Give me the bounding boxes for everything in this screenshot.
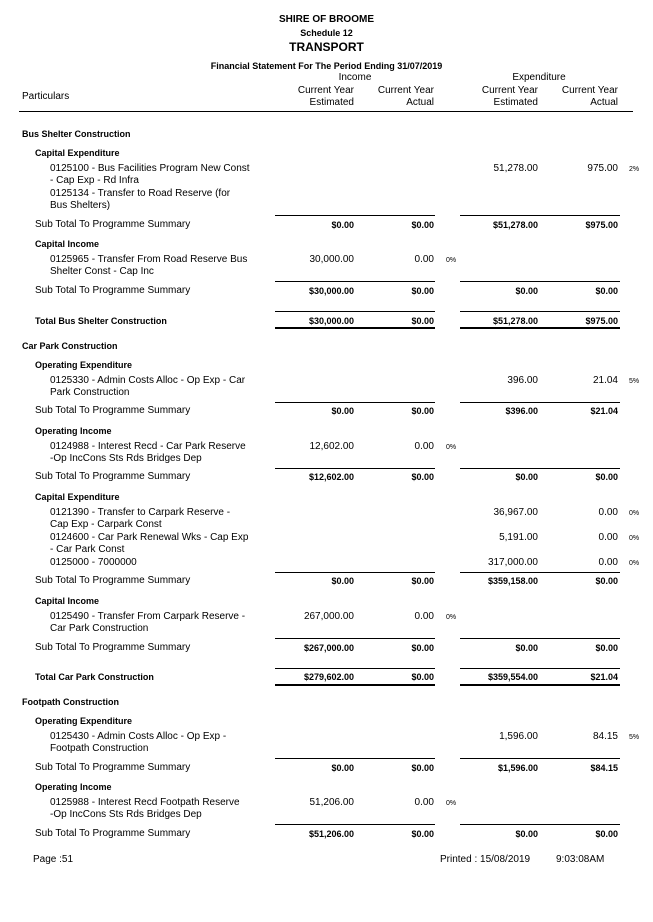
header-rule	[19, 111, 633, 112]
subtotal-value: $51,278.00	[492, 220, 538, 230]
subtotal-value: $0.00	[411, 286, 434, 296]
category-label: Capital Income	[35, 596, 100, 606]
subtotal-rule	[275, 758, 435, 759]
total-double-rule	[275, 684, 435, 686]
subtotal-value: $0.00	[411, 472, 434, 482]
subtotal-value: $0.00	[515, 643, 538, 653]
subtotal-rule	[275, 468, 435, 469]
subtotal-value: $0.00	[515, 472, 538, 482]
category-label: Capital Expenditure	[35, 492, 120, 502]
subtotal-value: $0.00	[411, 220, 434, 230]
exp-act-value: 0.00	[598, 532, 618, 543]
subtotal-value: $21.04	[590, 406, 618, 416]
inc-est-value: 51,206.00	[309, 797, 354, 808]
subtotal-value: $0.00	[595, 286, 618, 296]
percent-value: 0%	[446, 800, 457, 807]
item-desc: 0121390 - Transfer to Carpark Reserve -	[50, 507, 231, 518]
category-label: Operating Expenditure	[35, 716, 133, 726]
expenditure-header: Expenditure	[512, 72, 566, 83]
inc-act-header-2: Actual	[406, 97, 434, 108]
statement-title: Financial Statement For The Period Ending 31/07/2019	[210, 61, 443, 71]
total-value: $21.04	[590, 672, 618, 682]
inc-est-value: 267,000.00	[303, 611, 354, 622]
subtotal-rule	[275, 824, 435, 825]
subtotal-label: Sub Total To Programme Summary	[35, 828, 191, 839]
percent-value: 2%	[629, 166, 640, 173]
subtotal-label: Sub Total To Programme Summary	[35, 642, 191, 653]
subtotal-value: $0.00	[595, 576, 618, 586]
item-desc: - Cap Exp - Rd Infra	[50, 175, 139, 186]
item-desc: 0125965 - Transfer From Road Reserve Bus	[50, 254, 248, 265]
printed-date: Printed : 15/08/2019	[440, 854, 531, 865]
item-desc: 0125134 - Transfer to Road Reserve (for	[50, 188, 231, 199]
subtotal-rule	[460, 215, 620, 216]
percent-value: 0%	[629, 535, 640, 542]
item-desc: Bus Shelters)	[50, 200, 111, 211]
percent-value: 5%	[629, 378, 640, 385]
subtotal-value: $30,000.00	[308, 286, 354, 296]
item-desc: 0125330 - Admin Costs Alloc - Op Exp - Car	[50, 375, 246, 386]
subtotal-label: Sub Total To Programme Summary	[35, 762, 191, 773]
subtotal-label: Sub Total To Programme Summary	[35, 219, 191, 230]
section-title: Car Park Construction	[22, 341, 118, 351]
item-desc: 0125100 - Bus Facilities Program New Const	[50, 163, 250, 174]
subtotal-label: Sub Total To Programme Summary	[35, 575, 191, 586]
subtotal-value: $0.00	[331, 406, 354, 416]
subtotal-rule	[460, 758, 620, 759]
subtotal-value: $1,596.00	[497, 763, 538, 773]
total-value: $0.00	[411, 316, 434, 326]
total-value: $51,278.00	[492, 316, 538, 326]
total-rule	[460, 311, 620, 312]
exp-act-value: 0.00	[598, 507, 618, 518]
subtotal-value: $0.00	[411, 829, 434, 839]
percent-value: 0%	[446, 257, 457, 264]
inc-est-header-1: Current Year	[297, 85, 354, 96]
subtotal-rule	[460, 468, 620, 469]
exp-act-value: 21.04	[592, 375, 618, 386]
inc-act-value: 0.00	[414, 254, 434, 265]
org-name: SHIRE OF BROOME	[278, 14, 374, 25]
total-value: $30,000.00	[308, 316, 354, 326]
exp-act-value: 84.15	[592, 731, 618, 742]
exp-act-value: 975.00	[587, 163, 618, 174]
subtotal-rule	[460, 402, 620, 403]
inc-act-header-1: Current Year	[377, 85, 434, 96]
schedule-label: Schedule 12	[300, 28, 353, 38]
subtotal-value: $267,000.00	[303, 643, 354, 653]
total-double-rule	[460, 327, 620, 329]
exp-est-header-1: Current Year	[481, 85, 538, 96]
total-label: Total Bus Shelter Construction	[35, 316, 167, 326]
item-desc: Cap Exp - Carpark Const	[50, 519, 162, 530]
subtotal-value: $0.00	[595, 472, 618, 482]
item-desc: 0125490 - Transfer From Carpark Reserve -	[50, 611, 246, 622]
subtotal-rule	[460, 824, 620, 825]
item-desc: - Car Park Const	[50, 544, 125, 555]
exp-est-value: 36,967.00	[493, 507, 538, 518]
subtotal-value: $0.00	[331, 220, 354, 230]
subtotal-value: $51,206.00	[308, 829, 354, 839]
subtotal-label: Sub Total To Programme Summary	[35, 471, 191, 482]
total-value: $0.00	[411, 672, 434, 682]
item-desc: -Op IncCons Sts Rds Bridges Dep	[50, 453, 202, 464]
income-header: Income	[338, 72, 372, 83]
item-desc: 0125988 - Interest Recd Footpath Reserve	[50, 797, 240, 808]
subtotal-value: $0.00	[331, 763, 354, 773]
category-label: Capital Expenditure	[35, 148, 120, 158]
subtotal-value: $396.00	[505, 406, 538, 416]
total-value: $279,602.00	[303, 672, 354, 682]
total-double-rule	[460, 684, 620, 686]
subtotal-rule	[275, 572, 435, 573]
percent-value: 5%	[629, 734, 640, 741]
subtotal-value: $0.00	[411, 763, 434, 773]
subtotal-value: $0.00	[411, 576, 434, 586]
subtotal-value: $0.00	[411, 643, 434, 653]
item-desc: Park Construction	[50, 387, 130, 398]
inc-act-value: 0.00	[414, 797, 434, 808]
exp-est-value: 51,278.00	[493, 163, 538, 174]
exp-act-header-1: Current Year	[561, 85, 618, 96]
subtotal-rule	[275, 215, 435, 216]
section-title: Footpath Construction	[22, 697, 119, 707]
inc-est-value: 30,000.00	[309, 254, 354, 265]
item-desc: Footpath Construction	[50, 743, 149, 754]
subtotal-rule	[275, 638, 435, 639]
subtotal-rule	[460, 281, 620, 282]
particulars-header: Particulars	[22, 91, 70, 102]
inc-act-value: 0.00	[414, 611, 434, 622]
item-desc: 0124988 - Interest Recd - Car Park Reserve	[50, 441, 246, 452]
total-rule	[275, 311, 435, 312]
item-desc: 0124600 - Car Park Renewal Wks - Cap Exp	[50, 532, 249, 543]
subtotal-value: $12,602.00	[308, 472, 354, 482]
inc-est-value: 12,602.00	[309, 441, 354, 452]
total-label: Total Car Park Construction	[35, 672, 154, 682]
exp-est-value: 1,596.00	[499, 731, 538, 742]
subtotal-value: $0.00	[595, 643, 618, 653]
total-rule	[460, 668, 620, 669]
item-desc: 0125000 - 7000000	[50, 557, 137, 568]
total-rule	[275, 668, 435, 669]
percent-value: 0%	[446, 614, 457, 621]
item-desc: Car Park Construction	[50, 623, 149, 634]
printed-time: 9:03:08AM	[556, 854, 605, 865]
total-double-rule	[275, 327, 435, 329]
category-label: Operating Income	[35, 426, 112, 436]
exp-est-value: 317,000.00	[487, 557, 538, 568]
subtotal-rule	[275, 281, 435, 282]
item-desc: 0125430 - Admin Costs Alloc - Op Exp -	[50, 731, 227, 742]
subtotal-rule	[275, 402, 435, 403]
subtotal-value: $0.00	[411, 406, 434, 416]
exp-act-value: 0.00	[598, 557, 618, 568]
total-value: $359,554.00	[487, 672, 538, 682]
subtotal-value: $0.00	[515, 829, 538, 839]
page-number: Page :51	[33, 854, 74, 865]
subtotal-value: $359,158.00	[487, 576, 538, 586]
subtotal-value: $84.15	[590, 763, 618, 773]
subtotal-value: $0.00	[331, 576, 354, 586]
subtotal-rule	[460, 572, 620, 573]
exp-est-header-2: Estimated	[493, 97, 538, 108]
exp-est-value: 5,191.00	[499, 532, 538, 543]
item-desc: -Op IncCons Sts Rds Bridges Dep	[50, 809, 202, 820]
inc-act-value: 0.00	[414, 441, 434, 452]
inc-est-header-2: Estimated	[309, 97, 354, 108]
exp-act-header-2: Actual	[590, 97, 618, 108]
category-label: Capital Income	[35, 239, 100, 249]
category-label: Operating Income	[35, 782, 112, 792]
subtotal-label: Sub Total To Programme Summary	[35, 405, 191, 416]
percent-value: 0%	[629, 560, 640, 567]
section-title: Bus Shelter Construction	[22, 129, 131, 139]
subtotal-value: $975.00	[585, 220, 618, 230]
page-title: TRANSPORT	[289, 40, 364, 54]
item-desc: Shelter Const - Cap Inc	[50, 266, 154, 277]
exp-est-value: 396.00	[507, 375, 538, 386]
subtotal-label: Sub Total To Programme Summary	[35, 285, 191, 296]
percent-value: 0%	[446, 444, 457, 451]
total-value: $975.00	[585, 316, 618, 326]
subtotal-value: $0.00	[595, 829, 618, 839]
subtotal-rule	[460, 638, 620, 639]
category-label: Operating Expenditure	[35, 360, 133, 370]
percent-value: 0%	[629, 510, 640, 517]
subtotal-value: $0.00	[515, 286, 538, 296]
